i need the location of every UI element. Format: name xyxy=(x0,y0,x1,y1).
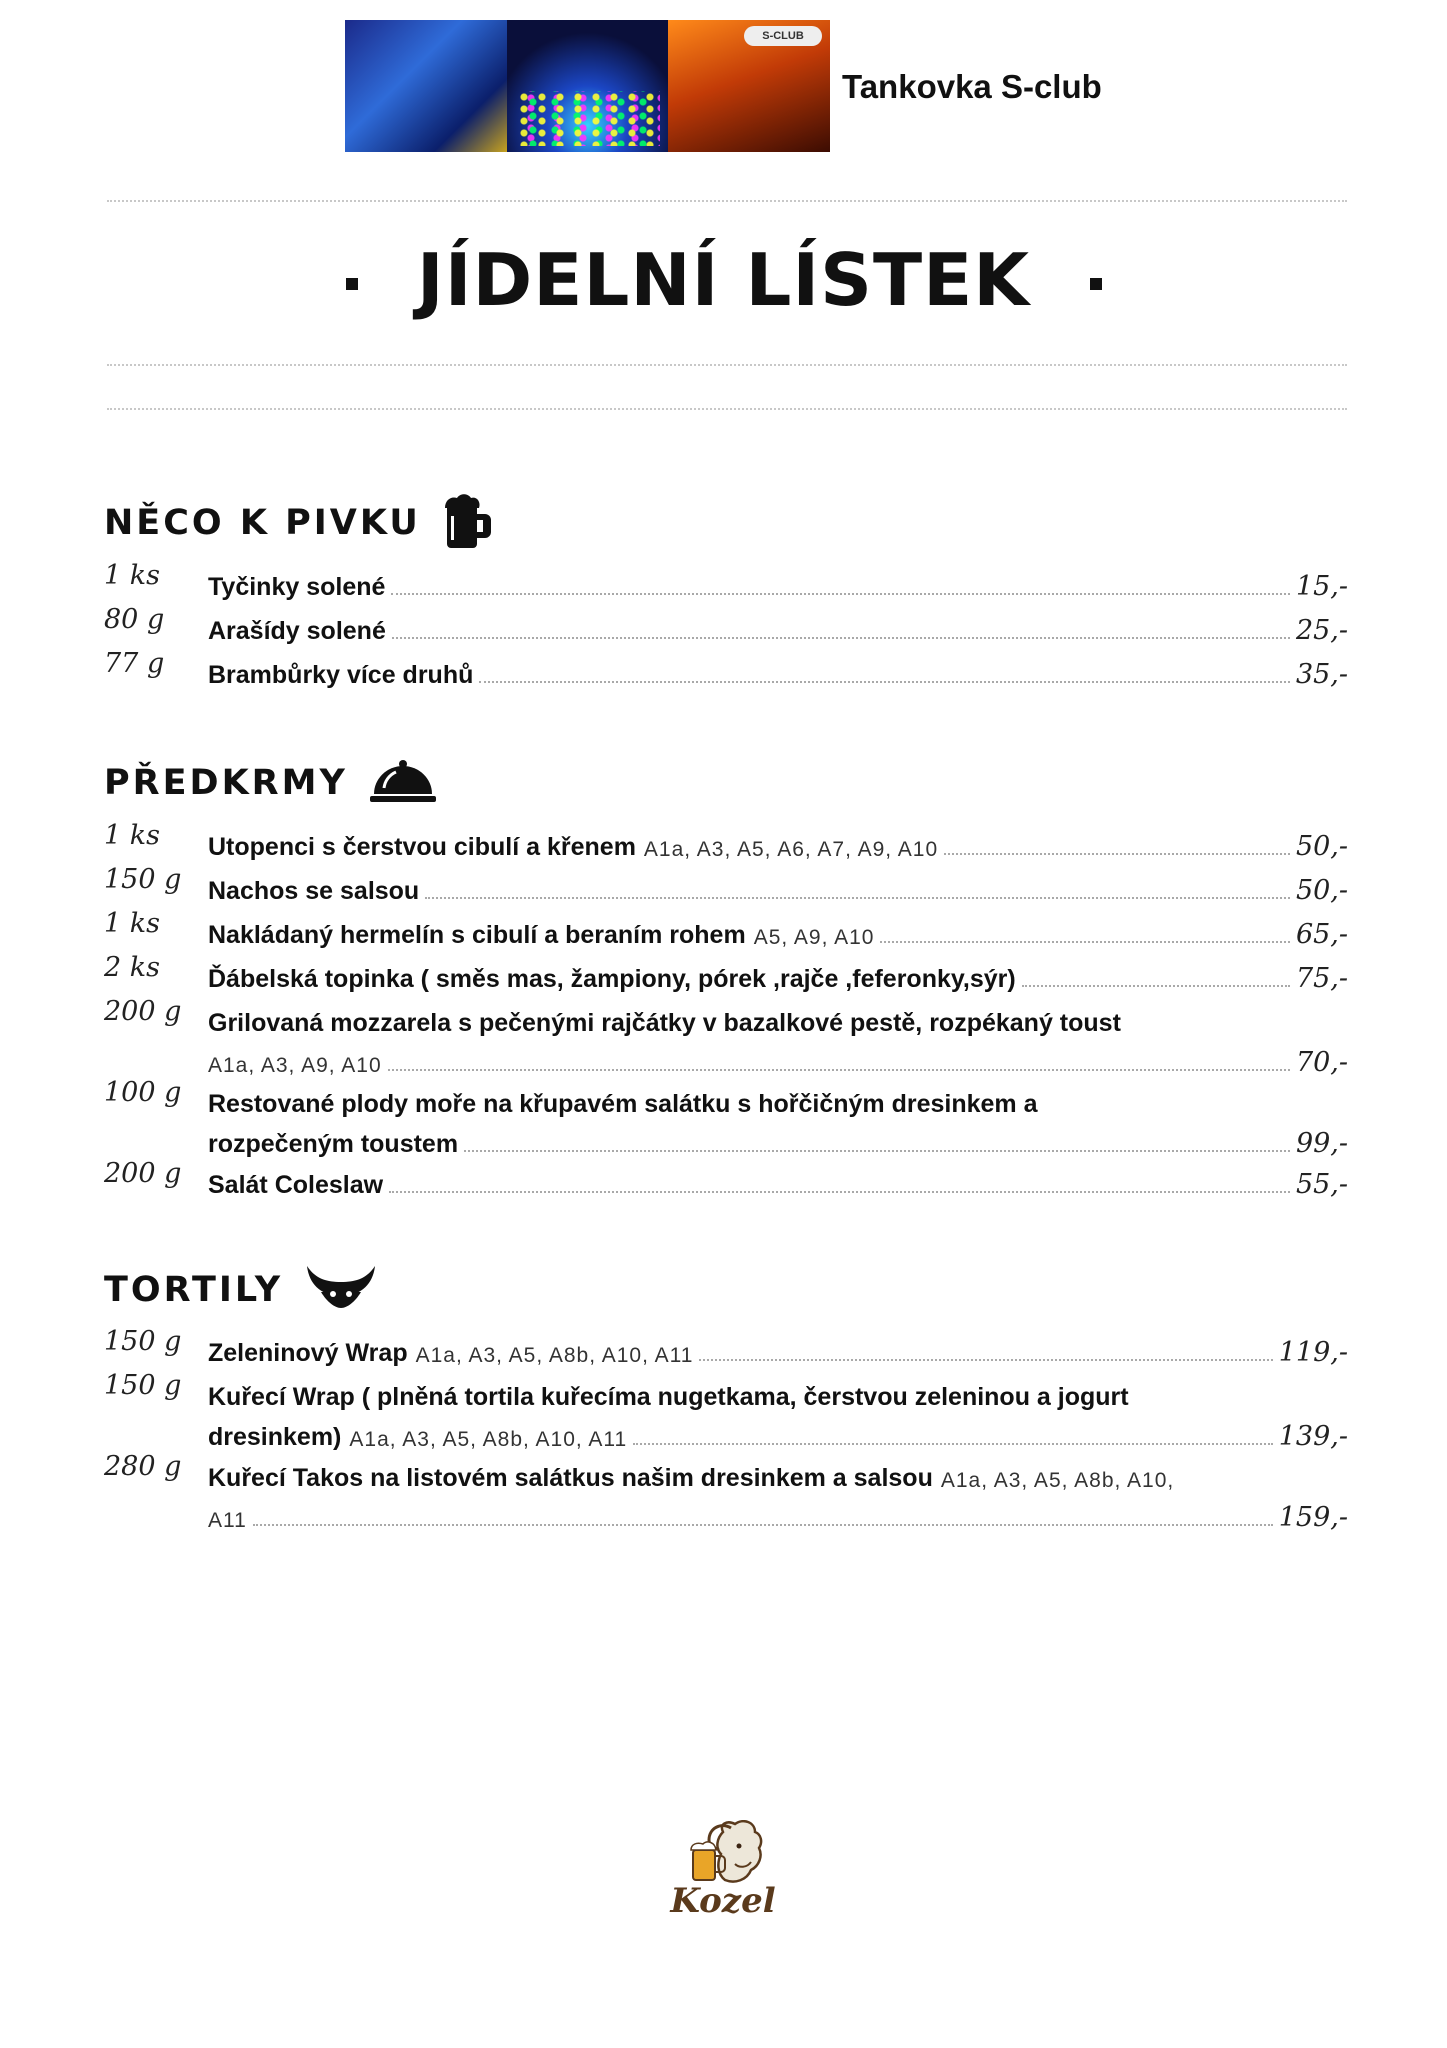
item-price: 65,- xyxy=(1295,919,1348,950)
kozel-logo xyxy=(653,1820,793,1920)
divider xyxy=(107,200,1347,202)
item-name: Restované plody moře na křupavém salátku s hořčičným dresinkem a xyxy=(208,1090,1038,1118)
item-allergens: A1a, A3, A5, A8b, A10, A11 xyxy=(349,1428,628,1451)
item-allergens: A5, A9, A10 xyxy=(753,926,875,949)
item-quantity: 1 ks xyxy=(104,560,160,591)
item-name-continued: rozpečeným toustem xyxy=(208,1130,459,1158)
dot-leader xyxy=(479,681,1290,683)
dot-leader xyxy=(464,1150,1290,1152)
dot-leader xyxy=(944,853,1290,855)
item-name: Arašídy solené xyxy=(208,617,386,645)
section-title: TORTILY xyxy=(104,1270,284,1310)
item-allergens-line1: A1a, A3, A5, A8b, A10, xyxy=(940,1469,1175,1492)
item-price: 15,- xyxy=(1295,571,1348,602)
divider xyxy=(107,364,1347,366)
header-banner-image xyxy=(345,20,830,152)
item-quantity: 150 g xyxy=(104,1370,182,1401)
item-name: Zeleninový Wrap xyxy=(208,1339,408,1367)
banner-bowling-photo xyxy=(345,20,507,152)
item-name: Nachos se salsou xyxy=(208,877,420,905)
item-name: Tyčinky solené xyxy=(208,573,386,601)
item-quantity: 150 g xyxy=(104,1326,182,1357)
item-name-continued: dresinkem) xyxy=(208,1423,342,1451)
item-quantity: 2 ks xyxy=(104,952,160,983)
item-price: 75,- xyxy=(1295,963,1348,994)
item-name: Kuřecí Takos na listovém salátkus našim dresinkem a salsou xyxy=(208,1464,933,1492)
item-name: Brambůrky více druhů xyxy=(208,661,474,689)
item-price: 70,- xyxy=(1295,1047,1348,1078)
item-price: 99,- xyxy=(1295,1128,1348,1159)
page-title: JÍDELNÍ LÍSTEK xyxy=(416,238,1031,322)
club-name: Tankovka S-club xyxy=(842,68,1102,105)
item-allergens: A1a, A3, A5, A8b, A10, A11 xyxy=(415,1344,694,1367)
item-quantity: 150 g xyxy=(104,864,182,895)
dot-leader xyxy=(392,637,1290,639)
item-quantity: 1 ks xyxy=(104,908,160,939)
section-header-predkrmy xyxy=(104,758,438,808)
section-header-neco-k-pivku xyxy=(104,494,493,552)
dot-leader xyxy=(1022,985,1290,987)
item-price: 50,- xyxy=(1295,831,1348,862)
item-name: Nakládaný hermelín s cibulí a beraním rohem xyxy=(208,921,746,949)
dot-leader xyxy=(388,1069,1290,1071)
dot-leader xyxy=(880,941,1289,943)
cloche-icon xyxy=(368,758,438,808)
item-allergens: A1a, A3, A9, A10 xyxy=(208,1054,382,1077)
section-header-tortily xyxy=(104,1264,379,1316)
item-name: Grilovaná mozzarela s pečenými rajčátky v bazalkové pestě, rozpékaný toust xyxy=(208,1009,1121,1037)
item-name: Utopenci s čerstvou cibulí a křenem xyxy=(208,833,636,861)
section-title: PŘEDKRMY xyxy=(104,763,348,803)
item-price: 139,- xyxy=(1278,1421,1348,1452)
item-name: Ďábelská topinka ( směs mas, žampiony, pórek ,rajče ,feferonky,sýr) xyxy=(208,965,1016,993)
item-price: 50,- xyxy=(1295,875,1348,906)
dot-leader xyxy=(425,897,1290,899)
item-allergens: A11 xyxy=(208,1509,247,1532)
banner-bar-photo xyxy=(668,20,830,152)
item-name: Kuřecí Wrap ( plněná tortila kuřecíma nugetkama, čerstvou zeleninou a jogurt xyxy=(208,1383,1129,1411)
item-quantity: 77 g xyxy=(104,648,165,679)
item-quantity: 280 g xyxy=(104,1451,182,1482)
dot-leader xyxy=(389,1191,1290,1193)
dot-leader xyxy=(391,593,1290,595)
dot-leader xyxy=(253,1524,1273,1526)
item-price: 25,- xyxy=(1295,615,1348,646)
title-bullet-right xyxy=(1090,278,1102,290)
banner-dancefloor-photo xyxy=(507,20,669,152)
svg-text:Kozel: Kozel xyxy=(670,1881,776,1920)
item-price: 55,- xyxy=(1295,1169,1348,1200)
item-quantity: 200 g xyxy=(104,1158,182,1189)
item-price: 159,- xyxy=(1278,1502,1348,1533)
item-quantity: 100 g xyxy=(104,1077,182,1108)
item-quantity: 200 g xyxy=(104,996,182,1027)
dot-leader xyxy=(699,1359,1272,1361)
beer-mug-icon xyxy=(441,494,493,552)
horns-icon xyxy=(303,1264,379,1316)
banner-logo-badge: S-CLUB xyxy=(744,26,822,46)
item-price: 35,- xyxy=(1295,659,1348,690)
section-title: NĚCO K PIVKU xyxy=(104,503,421,543)
item-price: 119,- xyxy=(1278,1337,1348,1368)
divider xyxy=(107,408,1347,410)
item-name: Salát Coleslaw xyxy=(208,1171,384,1199)
dot-leader xyxy=(633,1443,1273,1445)
item-quantity: 80 g xyxy=(104,604,165,635)
item-quantity: 1 ks xyxy=(104,820,160,851)
item-allergens: A1a, A3, A5, A6, A7, A9, A10 xyxy=(643,838,939,861)
